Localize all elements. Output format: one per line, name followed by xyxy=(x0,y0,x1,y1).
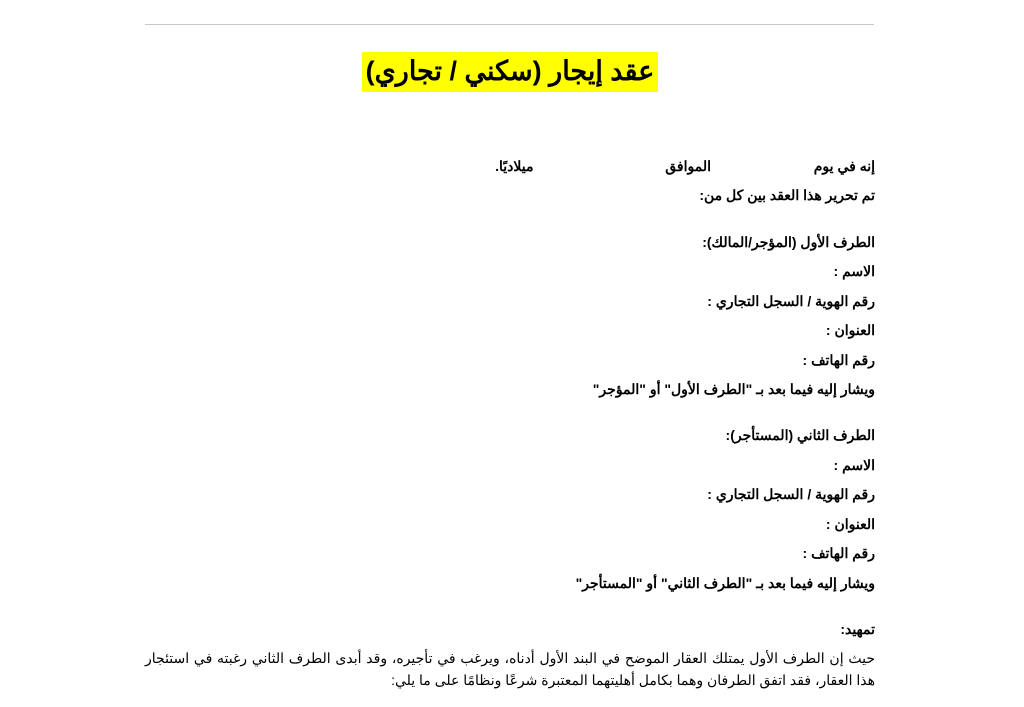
second-party-referred: ويشار إليه فيما بعد بـ "الطرف الثاني" أو "المستأجر" xyxy=(575,575,875,591)
first-party-address: العنوان : xyxy=(825,322,875,338)
first-party-referred: ويشار إليه فيما بعد بـ "الطرف الأول" أو "المؤجر" xyxy=(592,381,875,397)
first-party-id: رقم الهوية / السجل التجاري : xyxy=(707,293,875,309)
date-corresponding: الموافق xyxy=(665,158,711,174)
second-party-id: رقم الهوية / السجل التجاري : xyxy=(707,486,875,502)
preamble-text: حيث إن الطرف الأول يمتلك العقار الموضح في البند الأول أدناه، ويرغب في تأجيره، وقد أبدى الطرف الثاني رغبته في استئجار هذا العقار، فقد اتفق الطرفان وهما بكامل أهليتهما المعتبرة شرعًا ونظامًا على ما يلي: xyxy=(145,650,875,688)
second-party-address: العنوان : xyxy=(825,516,875,532)
top-divider xyxy=(145,24,874,25)
intro-line: تم تحرير هذا العقد بين كل من: xyxy=(699,187,875,203)
document-title: عقد إيجار (سكني / تجاري) xyxy=(362,52,659,92)
first-party-phone: رقم الهاتف : xyxy=(802,352,875,368)
second-party-heading: الطرف الثاني (المستأجر): xyxy=(725,427,875,443)
preamble-heading: تمهيد: xyxy=(840,621,875,637)
date-prefix: إنه في يوم xyxy=(813,158,875,174)
first-party-heading: الطرف الأول (المؤجر/المالك): xyxy=(702,234,875,250)
date-suffix: ميلاديًا. xyxy=(495,158,534,174)
date-line xyxy=(145,157,875,175)
second-party-name: الاسم : xyxy=(833,457,875,473)
first-party-name: الاسم : xyxy=(833,263,875,279)
second-party-phone: رقم الهاتف : xyxy=(802,545,875,561)
title-block xyxy=(145,52,875,92)
